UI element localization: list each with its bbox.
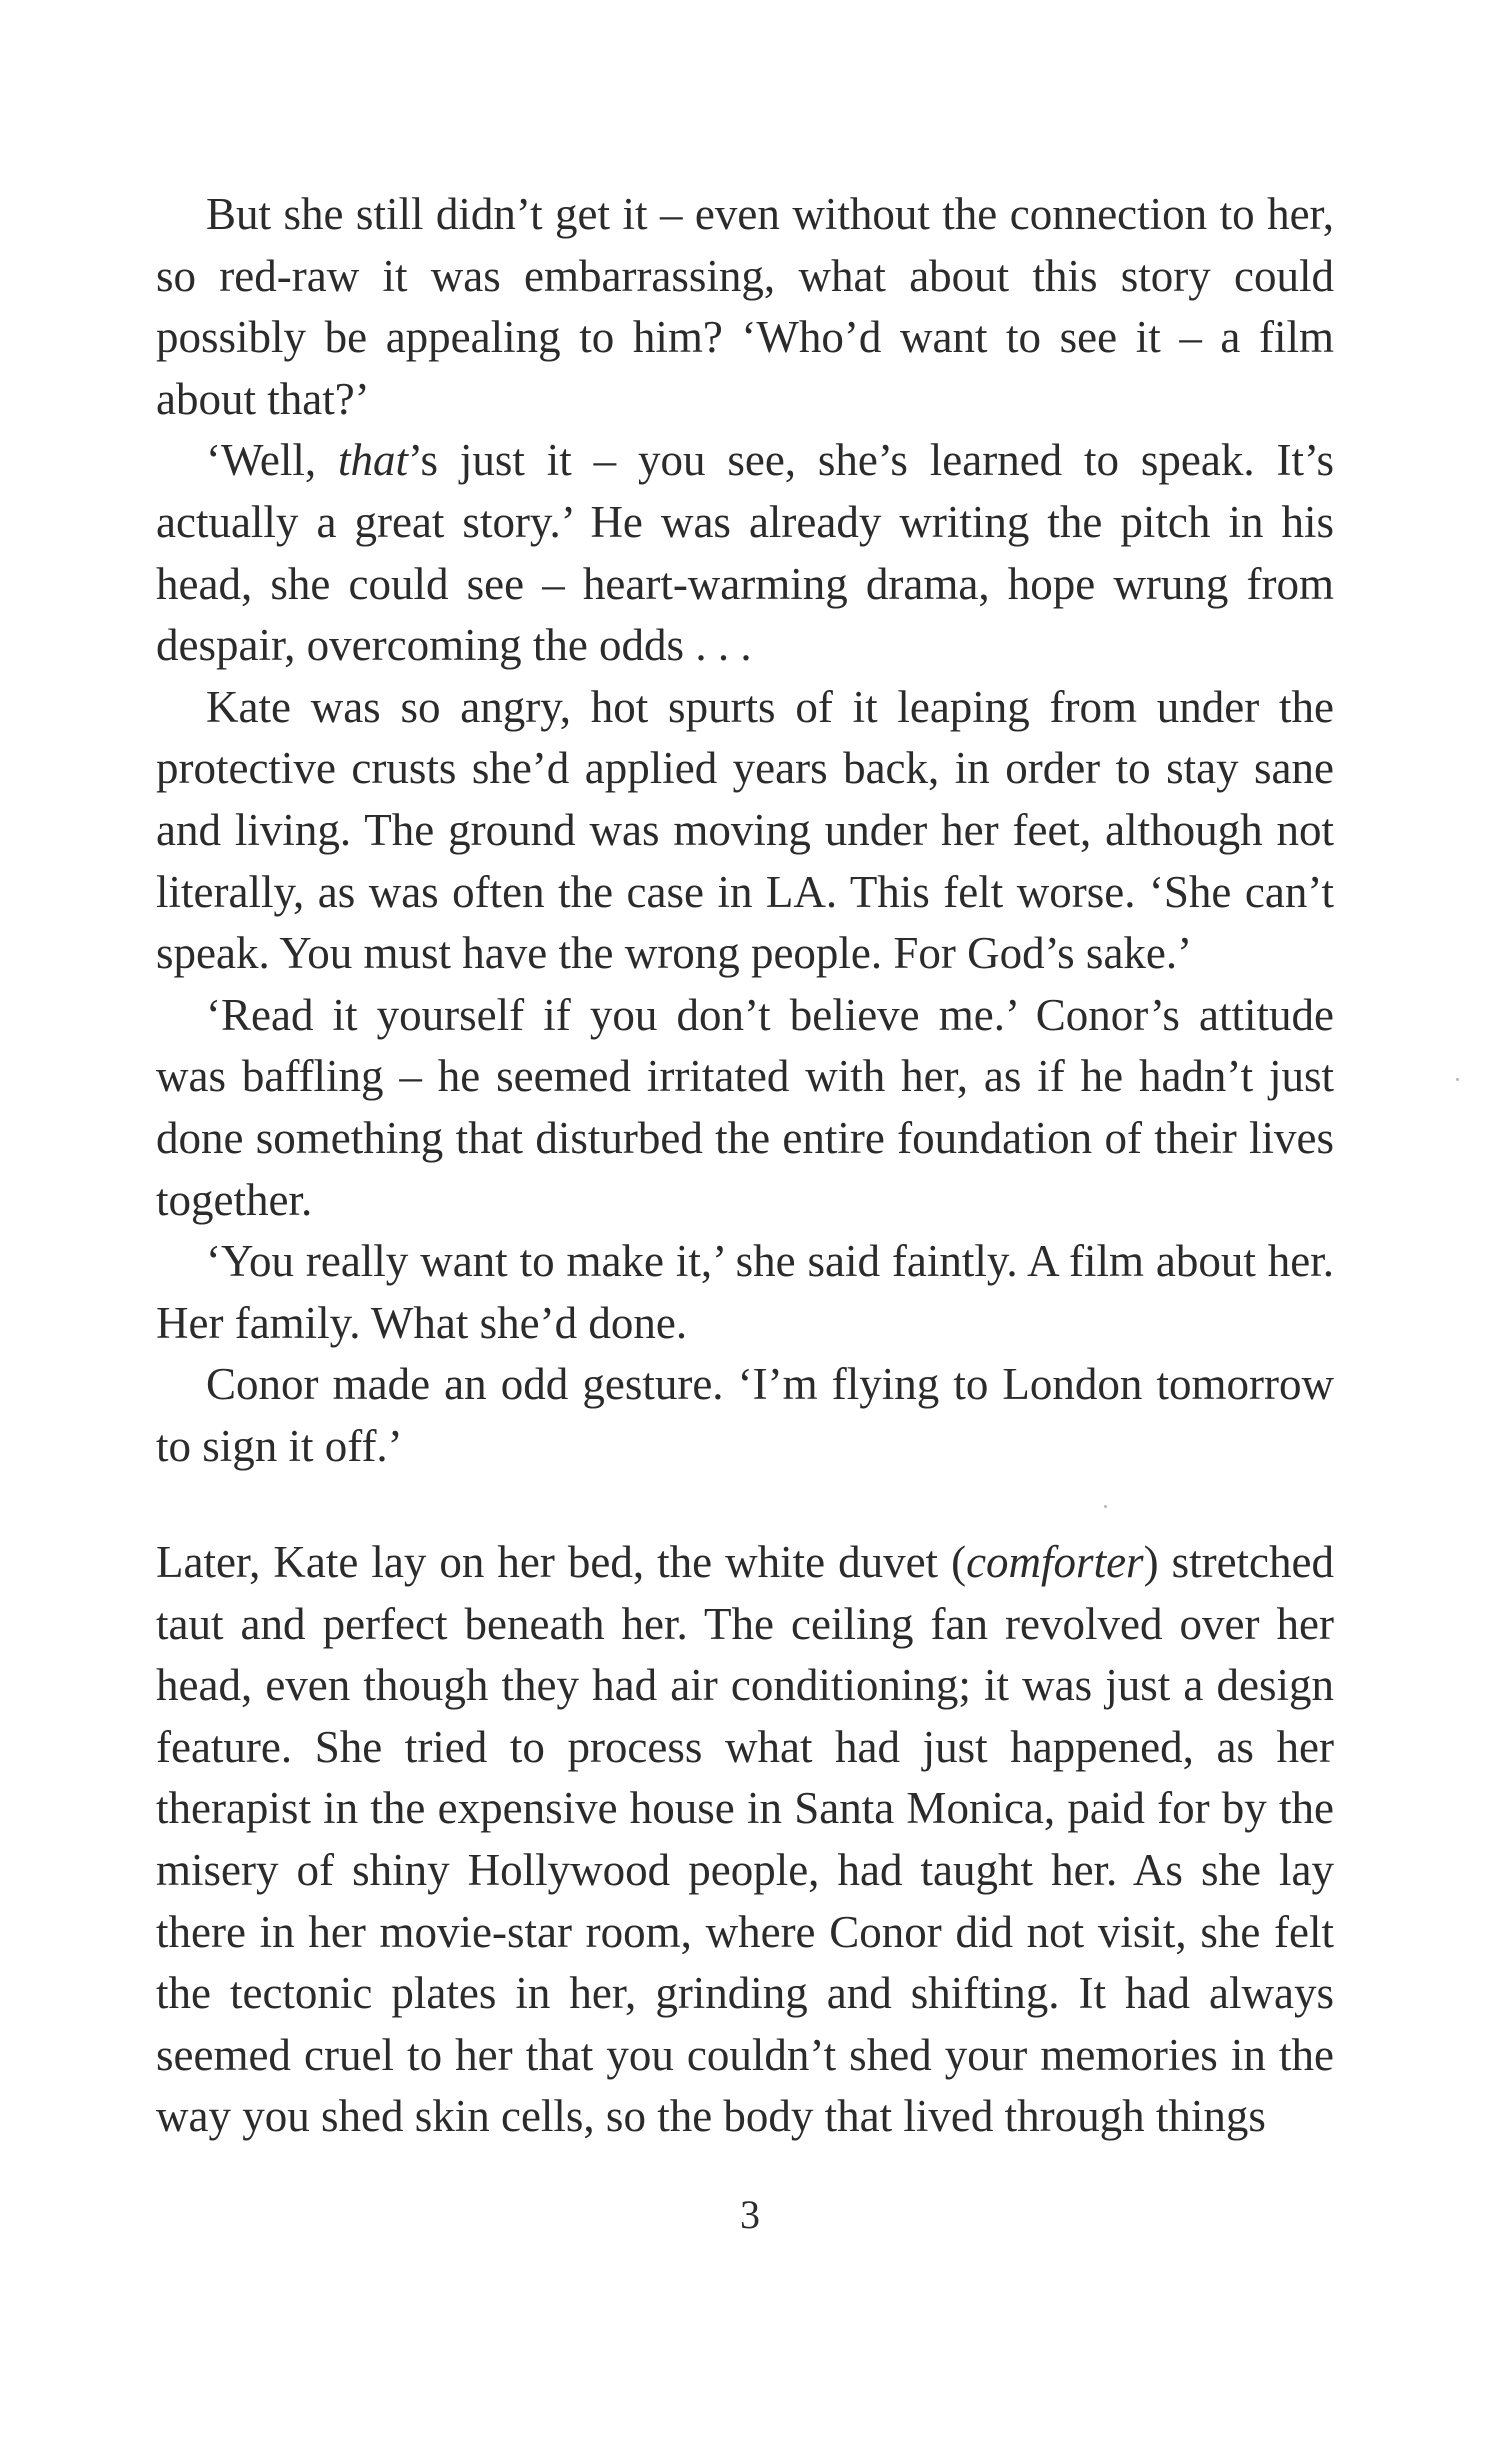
paper-speck (1104, 1505, 1107, 1508)
text-section-after-break (156, 1532, 1334, 2148)
paragraph: ‘Read it yourself if you don’t believe me.’ Conor’s attitude was baffling – he seemed irritated with her, as if he hadn’t just done something that disturbed the entire foundation of their lives together. (156, 989, 1334, 1225)
page-number: 3 (740, 2192, 760, 2237)
paper-speck (1456, 1078, 1459, 1081)
italic-word: that (337, 435, 408, 486)
paragraph: Kate was so angry, hot spurts of it leaping from under the protective crusts she’d applied years back, in order to stay sane and living. The ground was moving under her feet, although not literally, as was often the case in LA. This felt worse. ‘She can’t speak. You must have the wrong people. For God’s sake.’ (156, 681, 1334, 979)
italic-word: comforter (966, 1537, 1144, 1587)
text-section-before-break (156, 184, 1334, 1477)
paragraph: But she still didn’t get it – even without the connection to her, so red-raw it was embarrassing, what about this story could possibly be appealing to him? ‘Who’d want to see it – a film about that?’ (156, 189, 1334, 424)
paragraph: ‘Well, that’s just it – you see, she’s learned to speak. It’s actually a great story.’ He was already writing the pitch in his head, she could see – heart-warming drama, hope wrung from despair, overcoming the odds . . . (156, 435, 1334, 671)
paragraph: ‘You really want to make it,’ she said faintly. A film about her. Her family. What she’d done. (156, 1236, 1334, 1348)
paragraph: Later, Kate lay on her bed, the white duvet (comforter) stretched taut and perfect beneath her. The ceiling fan revolved over her head, even though they had air conditioning; it was just a design feature. She tried to process what had just happened, as her therapist in the expensive house in Santa Monica, paid for by the misery of shiny Hollywood people, had taught her. As she lay there in her movie-star room, where Conor did not visit, she felt the tectonic plates in her, grinding and shifting. It had always seemed cruel to her that you couldn’t shed your memories in the way you shed skin cells, so the body that lived through things (156, 1537, 1334, 2142)
paragraph: Conor made an odd gesture. ‘I’m flying to London tomorrow to sign it off.’ (156, 1359, 1334, 1471)
